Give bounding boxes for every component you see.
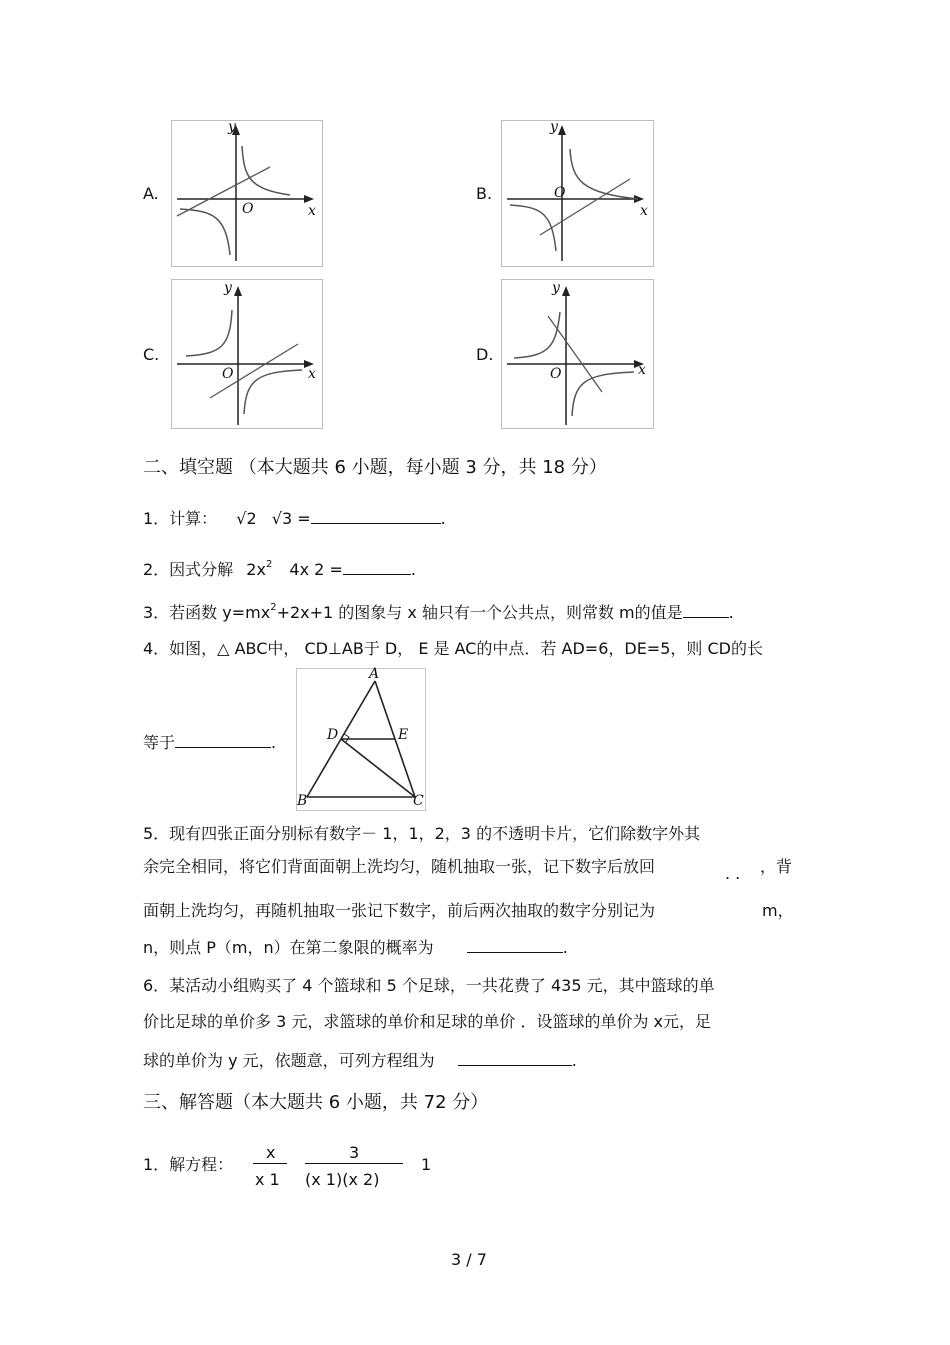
s2-q2-text: 2．因式分解: [143, 560, 234, 579]
origin-label: O: [550, 366, 562, 382]
axis-y-label: y: [224, 280, 232, 296]
s2-q2-exponent: 2: [265, 559, 273, 570]
s3-q1-fraction2-bar: [305, 1163, 403, 1164]
option-a-graph: [171, 120, 323, 267]
s3-q1-den2: (x 1)(x 2): [305, 1170, 380, 1189]
s2-q3-exponent: 2: [270, 602, 277, 613]
option-c-graph: [171, 279, 323, 429]
vertex-e-label: E: [398, 727, 409, 743]
axis-x-label: x: [640, 203, 648, 219]
s2-q5-blank[interactable]: [467, 936, 563, 953]
vertex-b-label: B: [297, 793, 308, 809]
axis-y-label: y: [552, 280, 560, 296]
s2-q5-tail: .: [562, 938, 568, 957]
s3-q1-den1: x 1: [255, 1170, 280, 1189]
s2-q3-tail: .: [728, 603, 734, 622]
s3-q1-num1: x: [266, 1143, 276, 1162]
s2-q4-text: 等于: [143, 733, 176, 752]
s2-q6-blank[interactable]: [458, 1049, 572, 1066]
triangle-figure: [296, 668, 426, 811]
s2-q2: [143, 558, 416, 583]
option-d-label: D.: [476, 345, 494, 364]
s2-q5-line2-text: 余完全相同，将它们背面面朝上洗均匀，随机抽取一张，记下数字后放回: [143, 857, 656, 876]
s2-q3-text2: +2x+1 的图象与 x 轴只有一个公共点，则常数 m的值是: [276, 603, 683, 622]
s2-q3-text: 3．若函数 y=mx: [143, 603, 271, 622]
s2-q5-line1: 5．现有四张正面分别标有数字－ 1，1，2，3 的不透明卡片，它们除数字外其: [143, 824, 701, 843]
s2-q4-line2: [143, 731, 276, 753]
axis-y-label: y: [550, 119, 558, 135]
s2-q1: [143, 507, 446, 529]
s3-q1-rhs: 1: [421, 1155, 432, 1174]
s2-q2-expr-a: 2x: [246, 560, 266, 579]
vertex-a-label: A: [369, 666, 380, 682]
axis-x-label: x: [638, 362, 646, 378]
s2-q5-line4-text: n，则点 P（m，n）在第二象限的概率为: [143, 938, 434, 957]
s3-q1-num2: 3: [349, 1143, 360, 1162]
axis-y-label: y: [228, 119, 236, 135]
axis-x-label: x: [308, 203, 316, 219]
axis-x-label: x: [308, 366, 316, 382]
s2-q2-tail: .: [410, 560, 416, 579]
option-b-graph: [501, 120, 654, 267]
s2-q2-blank[interactable]: [343, 558, 411, 575]
s2-q4-tail: .: [271, 733, 277, 752]
s2-q5-line3: 面朝上洗均匀，再随机抽取一张记下数字，前后两次抽取的数字分别记为: [143, 901, 656, 920]
s2-q1-expr1: √2: [236, 509, 257, 528]
option-b-label: B.: [476, 184, 493, 203]
origin-label: O: [554, 185, 566, 201]
s2-q5-line3b: m，: [762, 901, 794, 920]
option-c-label: C.: [143, 345, 160, 364]
section3-heading: 三、解答题（本大题共 6 小题，共 72 分）: [143, 1092, 489, 1113]
option-a-label: A.: [143, 184, 159, 203]
vertex-c-label: C: [413, 793, 424, 809]
s2-q4-blank[interactable]: [175, 731, 271, 748]
s2-q1-tail: .: [440, 509, 446, 528]
section2-heading: 二、填空题 （本大题共 6 小题，每小题 3 分，共 18 分）: [143, 457, 607, 478]
s2-q6-line3: [143, 1049, 577, 1071]
s2-q3-blank[interactable]: [683, 601, 729, 618]
s2-q6-tail: .: [571, 1051, 577, 1070]
s2-q6-line2: 价比足球的单价多 3 元，求篮球的单价和足球的单价 ．设篮球的单价为 x元，足: [143, 1012, 711, 1031]
s2-q2-expr-b: 4x 2 =: [289, 560, 343, 579]
s2-q5-line2: [143, 857, 655, 877]
s2-q1-expr2: √3 =: [271, 509, 311, 528]
origin-label: O: [222, 366, 234, 382]
s2-q4-line1: 4．如图，△ ABC中， CD⊥AB于 D， E 是 AC的中点．若 AD=6，DE=5，则 CD的长: [143, 639, 763, 658]
s2-q1-blank[interactable]: [311, 507, 441, 524]
s2-q5-dots: . .: [725, 864, 741, 883]
s2-q6-line1: 6．某活动小组购买了 4 个篮球和 5 个足球，一共花费了 435 元，其中篮球的单: [143, 976, 715, 995]
s3-q1-fraction1-bar: [253, 1163, 287, 1164]
origin-label: O: [242, 201, 254, 217]
s2-q5-line4: [143, 936, 568, 958]
page-number: 3 / 7: [451, 1250, 487, 1269]
s2-q3: [143, 601, 734, 626]
s2-q6-line3-text: 球的单价为 y 元，依题意，可列方程组为: [143, 1051, 435, 1070]
vertex-d-label: D: [327, 727, 339, 743]
s3-q1-text: 1．解方程：: [143, 1155, 234, 1174]
s2-q5-line2b: ，背: [760, 857, 793, 876]
option-d-graph: [501, 279, 654, 429]
s2-q1-text: 1．计算：: [143, 509, 218, 528]
